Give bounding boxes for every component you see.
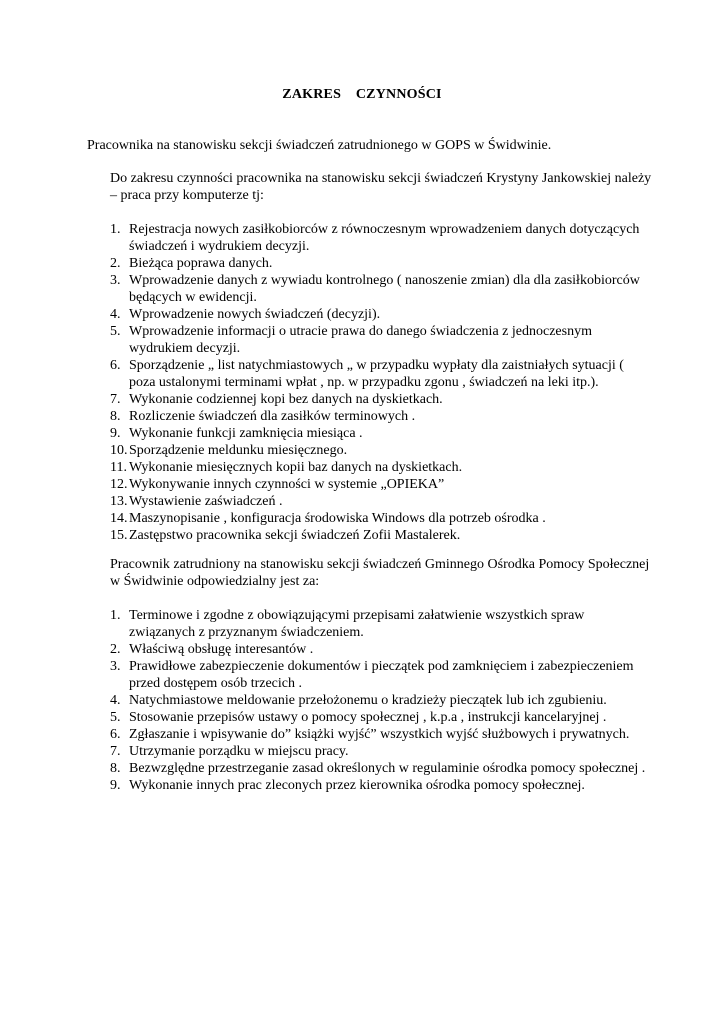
list-item — [110, 760, 650, 777]
list-item — [110, 527, 650, 544]
list-item-text: Utrzymanie porządku w miejscu pracy. — [129, 744, 349, 759]
list-item-text: Zgłaszanie i wpisywanie do” książki wyjść” wszystkich wyjść służbowych i prywatnych. — [129, 727, 630, 742]
list-item — [110, 425, 650, 442]
list-item-number: 1. — [110, 222, 121, 237]
list-item-text: Maszynopisanie , konfiguracja środowiska Windows dla potrzeb ośrodka . — [129, 511, 546, 526]
list-item-number: 8. — [110, 761, 121, 776]
list-item-text: Zastępstwo pracownika sekcji świadczeń Zofii Mastalerek. — [129, 528, 461, 543]
list-item — [110, 323, 650, 357]
list-item — [110, 306, 650, 323]
list-item — [110, 272, 650, 306]
list-item-text: Rejestracja nowych zasiłkobiorców z równoczesnym wprowadzeniem danych dotyczących świadczeń i wydrukiem decyzji. — [129, 222, 640, 254]
list-item — [110, 743, 650, 760]
list-item-number: 15. — [110, 528, 128, 543]
list-item — [110, 493, 650, 510]
list-item-number: 2. — [110, 642, 121, 657]
list-item-number: 4. — [110, 307, 121, 322]
list-item-number: 4. — [110, 693, 121, 708]
list-item-text: Natychmiastowe meldowanie przełożonemu o kradzieży pieczątek lub ich zgubieniu. — [129, 693, 607, 708]
list-item — [110, 459, 650, 476]
document-title: ZAKRES CZYNNOŚCI — [282, 87, 442, 102]
list-item-text: Wykonanie funkcji zamknięcia miesiąca . — [129, 426, 363, 441]
list-item-number: 12. — [110, 477, 128, 492]
list-item — [110, 408, 650, 425]
list-item-number: 13. — [110, 494, 128, 509]
list-item-text: Wykonanie innych prac zleconych przez kierownika ośrodka pomocy społecznej. — [129, 778, 585, 793]
list-item-text: Bieżąca poprawa danych. — [129, 256, 273, 271]
list-item — [110, 442, 650, 459]
list-item — [110, 391, 650, 408]
list-item-number: 2. — [110, 256, 121, 271]
list-item-text: Prawidłowe zabezpieczenie dokumentów i pieczątek pod zamknięciem i zabezpieczeniem przed dostępem osób trzecich . — [129, 659, 634, 691]
list-item — [110, 510, 650, 527]
list-item-number: 7. — [110, 392, 121, 407]
list-item-text: Terminowe i zgodne z obowiązującymi przepisami załatwienie wszystkich spraw związanych z przyznanym świadczeniem. — [129, 608, 585, 640]
list-item — [110, 709, 650, 726]
list-item-text: Wykonywanie innych czynności w systemie „OPIEKA” — [129, 477, 445, 492]
list-item — [110, 726, 650, 743]
list-item — [110, 357, 650, 391]
responsibilities-list — [110, 607, 650, 794]
list-item-text: Właściwą obsługę interesantów . — [129, 642, 314, 657]
list-item-number: 14. — [110, 511, 128, 526]
list-item-number: 8. — [110, 409, 121, 424]
list-item-number: 3. — [110, 659, 121, 674]
list-item-number: 6. — [110, 727, 121, 742]
list-item-number: 9. — [110, 778, 121, 793]
list-item — [110, 692, 650, 709]
list-item-text: Stosowanie przepisów ustawy o pomocy społecznej , k.p.a , instrukcji kancelaryjnej . — [129, 710, 607, 725]
list-item-text: Wprowadzenie nowych świadczeń (decyzji). — [129, 307, 381, 322]
list-item — [110, 255, 650, 272]
list-item-text: Sporządzenie meldunku miesięcznego. — [129, 443, 348, 458]
list-item-text: Rozliczenie świadczeń dla zasiłków terminowych . — [129, 409, 416, 424]
list-item-text: Sporządzenie „ list natychmiastowych „ w przypadku wypłaty dla zaistniałych sytuacji ( poza ustalonymi terminami wpłat , np. w przypadku zgonu , świadczeń na leki itp.). — [129, 358, 624, 390]
list-item-number: 5. — [110, 710, 121, 725]
list-item-text: Wystawienie zaświadczeń . — [129, 494, 283, 509]
list-item — [110, 607, 650, 641]
document-subtitle: Pracownika na stanowisku sekcji świadczeń zatrudnionego w GOPS w Świdwinie. — [87, 138, 552, 153]
list-item-text: Wykonanie miesięcznych kopii baz danych na dyskietkach. — [129, 460, 463, 475]
responsibilities-intro: Pracownik zatrudniony na stanowisku sekcji świadczeń Gminnego Ośrodka Pomocy Społecznej w Świdwinie odpowiedzialny jest za: — [110, 557, 650, 589]
list-item — [110, 658, 650, 692]
list-item-text: Wprowadzenie danych z wywiadu kontrolnego ( nanoszenie zmian) dla dla zasiłkobiorców będących w ewidencji. — [129, 273, 640, 305]
list-item — [110, 476, 650, 493]
list-item-number: 5. — [110, 324, 121, 339]
duties-list — [110, 221, 650, 544]
list-item — [110, 221, 650, 255]
list-item-number: 1. — [110, 608, 121, 623]
list-item — [110, 777, 650, 794]
list-item-number: 9. — [110, 426, 121, 441]
list-item-text: Wykonanie codziennej kopi bez danych na dyskietkach. — [129, 392, 443, 407]
list-item-number: 10. — [110, 443, 128, 458]
list-item — [110, 641, 650, 658]
list-item-number: 11. — [110, 460, 127, 475]
list-item-number: 6. — [110, 358, 121, 373]
list-item-text: Bezwzględne przestrzeganie zasad określonych w regulaminie ośrodka pomocy społecznej . — [129, 761, 646, 776]
list-item-text: Wprowadzenie informacji o utracie prawa do danego świadczenia z jednoczesnym wydrukiem decyzji. — [129, 324, 592, 356]
duties-intro: Do zakresu czynności pracownika na stanowisku sekcji świadczeń Krystyny Jankowskiej należy – praca przy komputerze tj: — [110, 171, 652, 203]
list-item-number: 7. — [110, 744, 121, 759]
list-item-number: 3. — [110, 273, 121, 288]
